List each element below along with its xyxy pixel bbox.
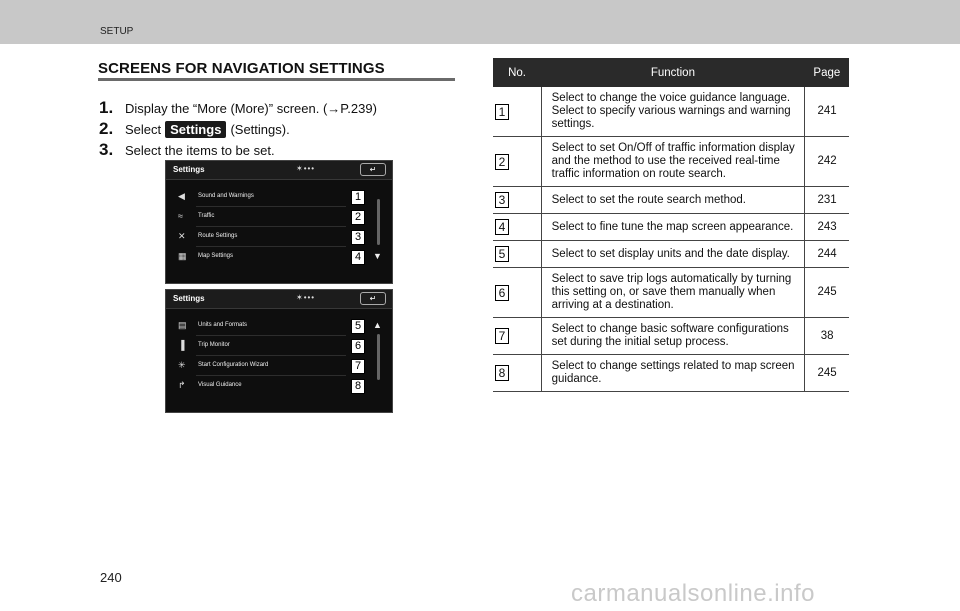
menu-item-map-settings[interactable] (166, 247, 366, 267)
menu-item-route-settings[interactable] (166, 227, 366, 247)
settings-button-label: Settings (165, 121, 226, 138)
menu-item-label: Route Settings (198, 233, 238, 239)
screen-title-bar (166, 290, 392, 309)
callout-number: 4 (495, 219, 509, 235)
scrollbar[interactable] (377, 199, 380, 245)
scrollbar[interactable] (377, 334, 380, 380)
column-header-page: Page (805, 58, 849, 87)
page-reference: 244 (805, 241, 849, 268)
menu-item-trip-monitor[interactable] (166, 336, 366, 356)
callout-number: 2 (351, 210, 365, 225)
step-2 (99, 119, 290, 139)
back-button[interactable]: ↵ (360, 163, 386, 176)
page-number: 240 (100, 570, 122, 585)
step-number: 2. (99, 119, 114, 138)
column-header-no: No. (493, 58, 541, 87)
callout-number: 3 (495, 192, 509, 208)
menu-item-label: Visual Guidance (198, 382, 242, 388)
speaker-icon: ◀ (178, 191, 185, 201)
screen-title: Settings (173, 165, 205, 174)
settings-screen-1 (165, 160, 393, 284)
function-description: Select to change settings related to map screen guidance. (541, 355, 805, 392)
function-description: Select to set the route search method. (541, 187, 805, 214)
step-text: Display the “More (More)” screen. (→P.239) (125, 101, 377, 116)
scroll-down-icon[interactable]: ▼ (373, 251, 382, 261)
column-header-function: Function (541, 58, 805, 87)
back-button[interactable]: ↵ (360, 292, 386, 305)
menu-item-label: Map Settings (198, 253, 234, 259)
callout-number: 3 (351, 230, 365, 245)
function-table (493, 58, 849, 392)
header-bar (0, 0, 960, 44)
step-prefix: Select (125, 122, 162, 137)
units-icon: ▤ (178, 320, 187, 330)
map-icon: ▦ (178, 251, 187, 261)
page-reference: 245 (805, 355, 849, 392)
menu-item-label: Units and Formats (198, 322, 248, 328)
callout-number: 1 (351, 190, 365, 205)
table-row (493, 355, 849, 392)
callout-number: 8 (495, 365, 509, 381)
callout-number: 4 (351, 250, 365, 265)
function-description: Select to change basic software configurations set during the initial setup process. (541, 318, 805, 355)
callout-number: 5 (351, 319, 365, 334)
callout-number: 5 (495, 246, 509, 262)
page-reference: 245 (805, 268, 849, 318)
page-title: SCREENS FOR NAVIGATION SETTINGS (98, 60, 385, 77)
page-reference: 241 (805, 87, 849, 137)
table-header-row (493, 58, 849, 87)
title-divider (98, 78, 455, 81)
table-row (493, 318, 849, 355)
step-1 (99, 98, 377, 118)
visual-guidance-icon: ↱ (178, 380, 186, 390)
menu-item-label: Traffic (198, 213, 215, 219)
wizard-icon: ✳ (178, 360, 186, 370)
page-reference: 231 (805, 187, 849, 214)
table-row (493, 187, 849, 214)
trip-monitor-icon: ▐ (178, 340, 185, 350)
screen-title: Settings (173, 294, 205, 303)
traffic-icon: ≈ (178, 211, 183, 221)
menu-item-sound-and-warnings[interactable] (166, 187, 366, 207)
page-reference: 38 (805, 318, 849, 355)
table-row (493, 137, 849, 187)
function-description: Select to change the voice guidance language. Select to specify various warnings and warning settings. (541, 87, 805, 137)
callout-number: 6 (495, 285, 509, 301)
settings-screen-2 (165, 289, 393, 413)
function-description: Select to fine tune the map screen appearance. (541, 214, 805, 241)
step-3 (99, 140, 275, 160)
function-description: Select to save trip logs automatically by turning this setting on, or save them manually when arriving at a destination. (541, 268, 805, 318)
menu-item-traffic[interactable] (166, 207, 366, 227)
scroll-up-icon[interactable]: ▲ (373, 320, 382, 330)
table-row (493, 87, 849, 137)
menu-item-label: Sound and Warnings (198, 193, 254, 199)
table-row (493, 241, 849, 268)
step-number: 1. (99, 98, 114, 117)
table-row (493, 268, 849, 318)
menu-item-label: Start Configuration Wizard (198, 362, 269, 368)
menu-item-start-configuration-wizard[interactable] (166, 356, 366, 376)
screen-title-bar (166, 161, 392, 180)
section-label: SETUP (100, 26, 134, 37)
callout-number: 7 (351, 359, 365, 374)
callout-number: 6 (351, 339, 365, 354)
menu-item-units-and-formats[interactable] (166, 316, 366, 336)
page-reference: 243 (805, 214, 849, 241)
function-description: Select to set On/Off of traffic information display and the method to use the received real-time traffic information on route search. (541, 137, 805, 187)
route-icon: ✕ (178, 231, 186, 241)
menu-item-label: Trip Monitor (198, 342, 230, 348)
table-row (493, 214, 849, 241)
step-suffix: (Settings). (230, 122, 290, 137)
callout-number: 2 (495, 154, 509, 170)
callout-number: 7 (495, 328, 509, 344)
callout-number: 1 (495, 104, 509, 120)
bluetooth-status-icon: ✶••• (296, 293, 316, 302)
page-reference: 242 (805, 137, 849, 187)
watermark: carmanualsonline.info (571, 580, 815, 607)
bluetooth-status-icon: ✶••• (296, 164, 316, 173)
step-text: Select the items to be set. (125, 143, 275, 158)
callout-number: 8 (351, 379, 365, 394)
menu-item-visual-guidance[interactable] (166, 376, 366, 396)
step-number: 3. (99, 140, 114, 159)
function-description: Select to set display units and the date display. (541, 241, 805, 268)
